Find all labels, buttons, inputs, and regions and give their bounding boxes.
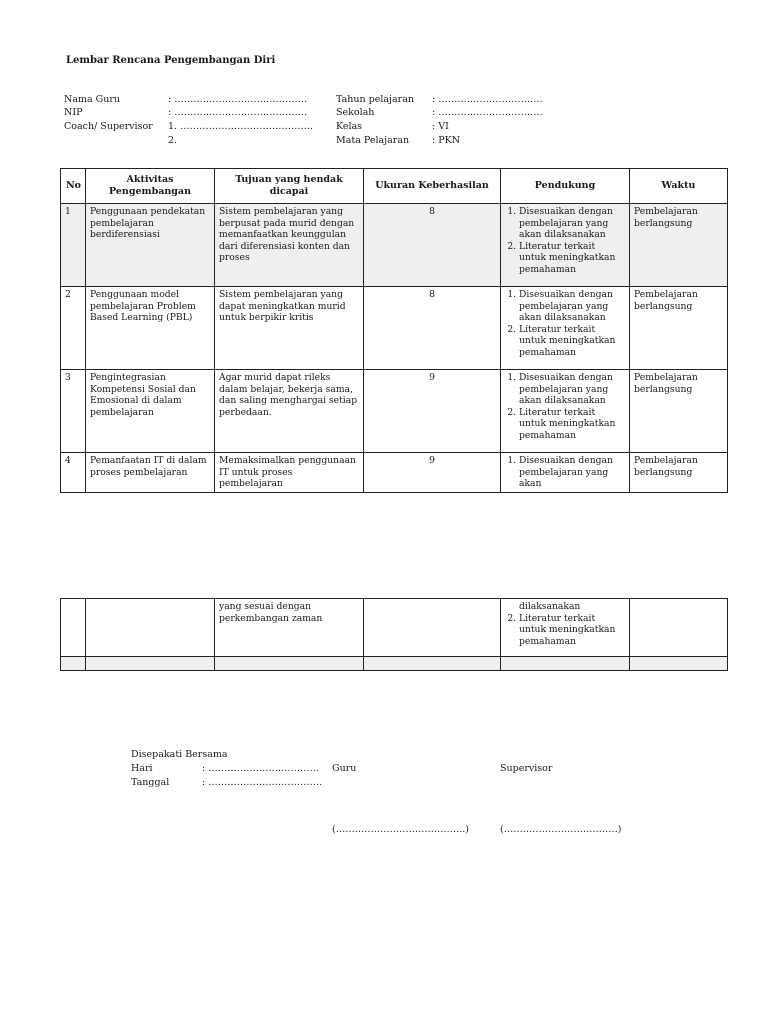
row-aktivitas: Pemanfaatan IT di dalam proses pembelajaran [86, 453, 215, 493]
row-ukuran: 8 [364, 204, 501, 287]
table-row [61, 453, 728, 493]
pendukung-item: 1. Disesuaikan dengan pembelajaran yang akan dilaksanakan [519, 206, 625, 241]
page-title: Lembar Rencana Pengembangan Diri [66, 55, 276, 66]
hari-value: : …………………………….. [202, 763, 319, 774]
kelas-label: Kelas [336, 121, 363, 132]
row-tujuan: Sistem pembelajaran yang berpusat pada murid dengan memanfaatkan keunggulan dari diferensiasi konten dan proses [215, 204, 364, 287]
row-pendukung [501, 370, 630, 453]
tanggal-value: : ……………………………… [202, 777, 323, 788]
agreement-heading: Disepakati Bersama [131, 749, 228, 760]
table-row [61, 599, 728, 657]
row-waktu: Pembelajaran berlangsung [630, 370, 728, 453]
pendukung-item: 2. Literatur terkait untuk meningkatkan pemahaman [519, 241, 625, 276]
row-no: 3 [61, 370, 86, 453]
empty-row [61, 657, 728, 671]
row-waktu [630, 599, 728, 657]
nama-guru-label: Nama Guru [64, 94, 121, 105]
table-row [61, 287, 728, 370]
row-tujuan: Memaksimalkan penggunaan IT untuk proses pembelajaran [215, 453, 364, 493]
pendukung-item: 1. Disesuaikan dengan pembelajaran yang akan [519, 455, 625, 490]
pendukung-item: 2. Literatur terkait untuk meningkatkan pemahaman [519, 324, 625, 359]
row-pendukung [501, 599, 630, 657]
row-no: 4 [61, 453, 86, 493]
guru-label: Guru [332, 763, 357, 774]
row-waktu: Pembelajaran berlangsung [630, 204, 728, 287]
row-tujuan: yang sesuai dengan perkembangan zaman [215, 599, 364, 657]
pendukung-continuation: dilaksanakan [519, 601, 581, 612]
supervisor-signature-line: (………………………………) [500, 824, 622, 835]
row-no [61, 599, 86, 657]
table-row [61, 204, 728, 287]
hari-label: Hari [131, 763, 153, 774]
sekolah-value: : …………………………… [432, 107, 543, 118]
row-pendukung [501, 453, 630, 493]
nama-guru-value: : …………………………………… [168, 94, 308, 105]
nip-label: NIP [64, 107, 83, 118]
row-ukuran: 8 [364, 287, 501, 370]
mata-pelajaran-value: : PKN [432, 135, 461, 146]
header-waktu: Waktu [630, 169, 728, 204]
row-no: 2 [61, 287, 86, 370]
tahun-pelajaran-label: Tahun pelajaran [336, 94, 414, 105]
row-waktu: Pembelajaran berlangsung [630, 453, 728, 493]
sekolah-label: Sekolah [336, 107, 375, 118]
row-pendukung [501, 204, 630, 287]
tahun-pelajaran-value: : …………………………… [432, 94, 543, 105]
header-ukuran: Ukuran Keberhasilan [364, 169, 501, 204]
header-aktivitas: Aktivitas Pengembangan [86, 169, 215, 204]
guru-signature-line: (…………………………………..) [332, 824, 469, 835]
row-no: 1 [61, 204, 86, 287]
row-ukuran: 9 [364, 370, 501, 453]
nip-value: : …………………………………… [168, 107, 308, 118]
table-row [61, 370, 728, 453]
pendukung-item: 1. Disesuaikan dengan pembelajaran yang akan dilaksanakan [519, 289, 625, 324]
row-aktivitas: Penggunaan pendekatan pembelajaran berdiferensiasi [86, 204, 215, 287]
coach-value-1: 1. …………………………………… [168, 121, 314, 132]
continuation-table [60, 598, 728, 671]
row-tujuan: Sistem pembelajaran yang dapat meningkatkan murid untuk berpikir kritis [215, 287, 364, 370]
coach-value-2: 2. [168, 135, 178, 146]
pendukung-item: 2. Literatur terkait untuk meningkatkan pemahaman [519, 407, 625, 442]
kelas-value: : VI [432, 121, 449, 132]
tanggal-label: Tanggal [131, 777, 170, 788]
pendukung-item: 2. Literatur terkait untuk meningkatkan pemahaman [519, 613, 625, 648]
table-header-row [61, 169, 728, 204]
row-waktu: Pembelajaran berlangsung [630, 287, 728, 370]
header-pendukung: Pendukung [501, 169, 630, 204]
mata-pelajaran-label: Mata Pelajaran [336, 135, 410, 146]
row-pendukung [501, 287, 630, 370]
header-no: No [61, 169, 86, 204]
row-ukuran: 9 [364, 453, 501, 493]
row-tujuan: Agar murid dapat rileks dalam belajar, bekerja sama, dan saling menghargai setiap perbedaan. [215, 370, 364, 453]
header-tujuan: Tujuan yang hendak dicapai [215, 169, 364, 204]
row-aktivitas: Pengintegrasian Kompetensi Sosial dan Emosional di dalam pembelajaran [86, 370, 215, 453]
development-plan-table [60, 168, 728, 493]
coach-label: Coach/ Supervisor [64, 121, 153, 132]
row-ukuran [364, 599, 501, 657]
row-aktivitas: Penggunaan model pembelajaran Problem Based Learning (PBL) [86, 287, 215, 370]
supervisor-label: Supervisor [500, 763, 553, 774]
pendukung-item: 1. Disesuaikan dengan pembelajaran yang akan dilaksanakan [519, 372, 625, 407]
row-aktivitas [86, 599, 215, 657]
